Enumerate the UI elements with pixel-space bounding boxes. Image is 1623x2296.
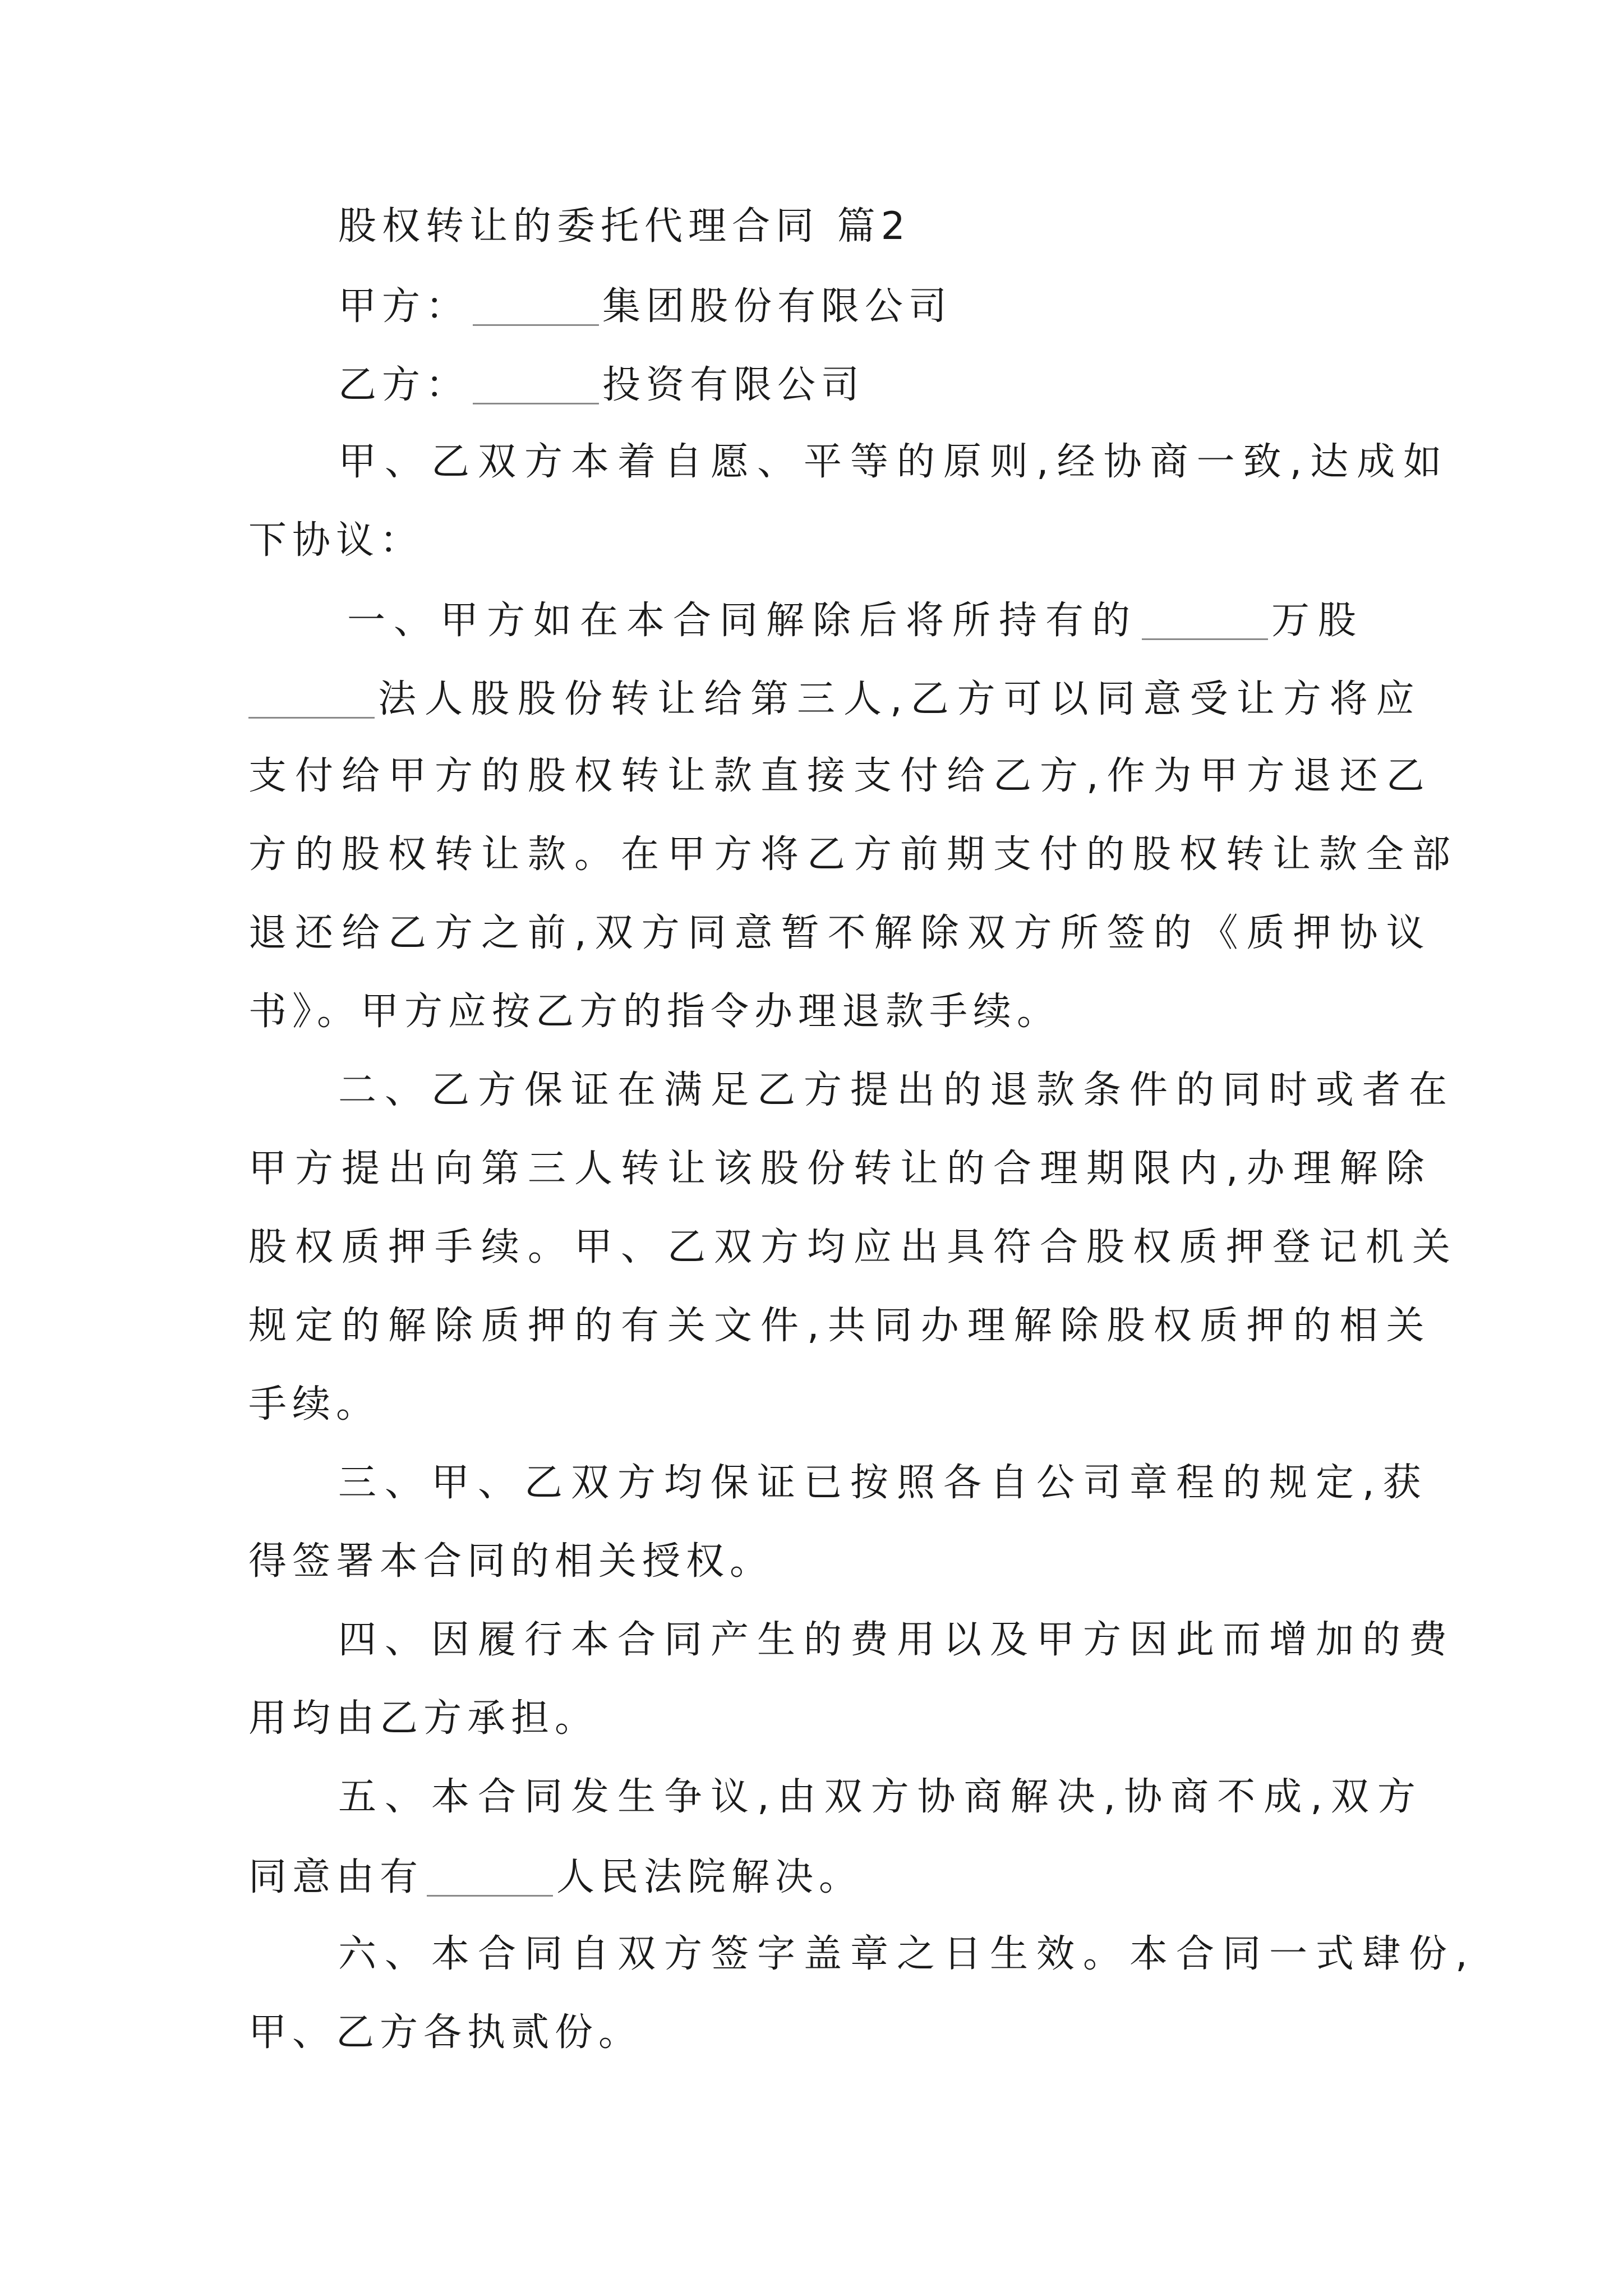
clause6-line-2: 甲、乙方各执贰份。 [248, 2010, 643, 2055]
clause2-line-5: 手续。 [248, 1382, 380, 1427]
shares-count-blank [1142, 600, 1268, 640]
party-b-label: 乙方： [338, 363, 470, 407]
clause5-text-b: 人民法院解决。 [556, 1855, 863, 1899]
clause1-text-b: 万股 [1271, 599, 1365, 643]
clause5-line-1: 五、本合同发生争议,由双方协商解决,协商不成,双方 [338, 1775, 1424, 1819]
intro-line-1: 甲、乙双方本着自愿、平等的原则,经协商一致,达成如 [338, 440, 1450, 484]
clause1-line-1 [248, 599, 1393, 643]
clause2-line-2: 甲方提出向第三人转让该股份转让的合理期限内,办理解除 [248, 1147, 1433, 1191]
share-type-blank [248, 679, 375, 719]
clause2-line-1: 二、乙方保证在满足乙方提出的退款条件的同时或者在 [338, 1068, 1456, 1112]
clause5-text-a: 同意由有 [248, 1855, 424, 1899]
clause1-line-6: 书》。甲方应按乙方的指令办理退款手续。 [248, 990, 1061, 1034]
clause1-text-a: 一、甲方如在本合同解除后将所持有的 [347, 599, 1139, 643]
clause6-line-1: 六、本合同自双方签字盖章之日生效。本合同一式肆份, [338, 1932, 1476, 1976]
document-title: 股权转让的委托代理合同 篇2 [338, 204, 911, 249]
clause1-line-5: 退还给乙方之前,双方同意暂不解除双方所签的《质押协议 [248, 911, 1433, 955]
party-a-label: 甲方： [338, 284, 470, 329]
clause5-line-2 [248, 1855, 1393, 1899]
clause4-line-2: 用均由乙方承担。 [248, 1696, 599, 1741]
party-a-suffix: 集团股份有限公司 [602, 284, 953, 329]
intro-line-2: 下协议： [248, 518, 424, 563]
clause2-line-4: 规定的解除质押的有关文件,共同办理解除股权质押的相关 [248, 1304, 1433, 1348]
clause1-line-3: 支付给甲方的股权转让款直接支付给乙方,作为甲方退还乙 [248, 754, 1433, 798]
clause2-line-3: 股权质押手续。甲、乙双方均应出具符合股权质押登记机关 [248, 1225, 1459, 1269]
party-b-line [248, 363, 1393, 407]
clause3-line-1: 三、甲、乙双方均保证已按照各自公司章程的规定,获 [338, 1461, 1430, 1505]
court-name-blank [427, 1857, 553, 1897]
clause1-line-2-text: 法人股股份转让给第三人,乙方可以同意受让方将应 [378, 677, 1423, 721]
party-b-suffix: 投资有限公司 [602, 363, 865, 407]
party-a-name-blank [473, 286, 599, 326]
clause1-line-4: 方的股权转让款。在甲方将乙方前期支付的股权转让款全部 [248, 832, 1459, 877]
document-body [248, 204, 1476, 2092]
party-a-line [248, 284, 1393, 329]
clause1-line-2 [248, 677, 1423, 721]
party-b-name-blank [473, 365, 599, 404]
clause4-line-1: 四、因履行本合同产生的费用以及甲方因此而增加的费 [338, 1618, 1456, 1662]
clause3-line-2: 得签署本合同的相关授权。 [248, 1539, 774, 1584]
